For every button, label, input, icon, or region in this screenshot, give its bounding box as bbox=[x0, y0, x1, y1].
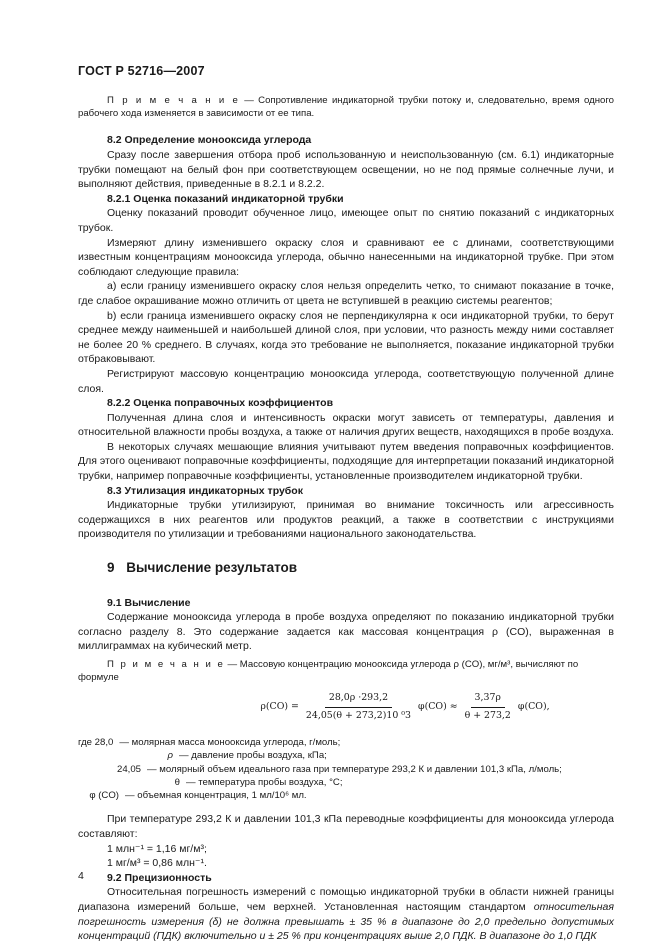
legend-description: — давление пробы воздуха, кПа; bbox=[179, 750, 327, 762]
section-8-2-2-paragraph-2: В некоторых случаях мешающие влияния учитывают путем введения поправочных коэффициентов. Для этого оценивают поправочные коэффициенты, подходящие для интерпретации показаний индикаторной трубки, например поправочные коэффициенты, установленные производителем индикаторной трубки. bbox=[78, 440, 614, 483]
legend-row bbox=[78, 789, 614, 802]
fraction-1-denominator: 24,05(θ + 273,2)10 ⁰3 bbox=[305, 709, 411, 721]
section-9-2-paragraph bbox=[78, 885, 614, 943]
legend-row bbox=[78, 749, 614, 762]
note-formula-intro bbox=[78, 658, 614, 684]
section-8-2-1-paragraph-1: Оценку показаний проводит обученное лицо, имеющее опыт по снятию показаний с индикаторных трубок. bbox=[78, 207, 614, 234]
fraction-2-denominator: θ + 273,2 bbox=[464, 709, 511, 721]
legend-row bbox=[78, 763, 614, 776]
legend-symbol: ρ bbox=[167, 750, 173, 762]
fraction-2 bbox=[461, 691, 515, 723]
note-label: П р и м е ч а н и е bbox=[107, 95, 240, 106]
legend-description: — температура пробы воздуха, °С; bbox=[186, 776, 343, 788]
section-9-1-title: 9.1 Вычисление bbox=[107, 596, 191, 609]
section-8-2-paragraph: Сразу после завершения отбора проб использованную и неиспользованную (см. 6.1) индикаторные трубки помещают на белый фон при соответствующем освещении, но не под прямые солнечные лучи, и выполняют действия, приведенные в 8.2.1 и 8.2.2. bbox=[78, 149, 614, 191]
spacer bbox=[78, 802, 614, 812]
section-9-1-paragraph: Содержание монооксида углерода в пробе воздуха определяют по показанию индикаторной трубки согласно разделу 8. Это содержание задается как массовая концентрация ρ (CO), выраженная в миллиграммах на кубический метр. bbox=[78, 611, 614, 653]
rule-item-a: а) если границу изменившего окраску слоя нельзя определить четко, то снимают показание в точке, где слабое окрашивание можно отличить от цвета не вступившей в реакцию системы реагентов; bbox=[78, 280, 614, 307]
page-content bbox=[78, 94, 614, 944]
formula-lhs: ρ(CO) = bbox=[260, 700, 299, 712]
note-label: П р и м е ч а н и е bbox=[107, 659, 225, 670]
fraction-2-numerator: 3,37ρ bbox=[471, 691, 505, 708]
precision-text: Относительная погрешность измерений с помощью индикаторной трубки в области нижней границы диапазона измерений больше, чем верхней. Установленная настоящим стандартом bbox=[78, 886, 614, 914]
rule-item-b: b) если граница изменившего окраску слоя не перпендикулярна к оси индикаторной трубки, то берут среднее между наименьшей и наибольшей длиной слоя, при условии, что разность между ними составляет не более 20 % среднего. В случаях, когда это требование не выполняется, показание индикаторной трубки отбраковывают. bbox=[78, 309, 614, 366]
standard-header: ГОСТ Р 52716—2007 bbox=[78, 64, 205, 78]
legend-symbol: где 28,0 bbox=[78, 737, 114, 748]
conversion-paragraph: При температуре 293,2 К и давлении 101,3 кПа переводные коэффициенты для монооксида углерода составляют: bbox=[78, 813, 614, 841]
section-8-2-2-title: 8.2.2 Оценка поправочных коэффициентов bbox=[107, 397, 334, 410]
section-8-2-2-paragraph-1: Полученная длина слоя и интенсивность окраски могут зависеть от температуры, давления и относительной влажности пробы воздуха, а также от наличия других веществ, находящихся в пробе воздуха. bbox=[78, 411, 614, 439]
fraction-1 bbox=[302, 691, 415, 723]
page-number: 4 bbox=[78, 870, 84, 882]
legend-symbol: φ (CO) bbox=[89, 790, 119, 802]
conversion-equation-1: 1 млн⁻¹ = 1,16 мг/м³; bbox=[107, 842, 207, 855]
legend-description: — молярный объем идеального газа при температуре 293,2 К и давлении 101,3 кПа, л/моль; bbox=[147, 763, 562, 775]
formula-tail: φ(CO), bbox=[517, 700, 550, 712]
section-8-2-1-title: 8.2.1 Оценка показаний индикаторной трубки bbox=[107, 192, 344, 205]
section-8-2-1-paragraph-2: Измеряют длину изменившего окраску слоя и сравнивают ее с длинами, соответствующими известным концентрациям монооксида углерода, обычно нанесенными на индикаторной трубке. При этом соблюдают следующие правила: bbox=[78, 236, 614, 278]
formula-middle: φ(CO) ≈ bbox=[418, 700, 458, 712]
legend-symbol: θ bbox=[174, 776, 180, 788]
conversion-equation-2: 1 мг/м³ = 0,86 млн⁻¹. bbox=[107, 857, 207, 870]
legend-description: — объемная концентрация, 1 мл/10⁶ мл. bbox=[125, 790, 307, 802]
section-8-2-title: 8.2 Определение монооксида углерода bbox=[107, 134, 312, 147]
fraction-1-numerator: 28,0ρ ·293,2 bbox=[325, 691, 392, 708]
formula-legend bbox=[78, 736, 614, 802]
section-8-3-paragraph: Индикаторные трубки утилизируют, принимая во внимание токсичность или агрессивность содержащихся в них реагентов или продуктов реакций, а также в соответствии с инструкциями производителя по утилизации и требованиями национального законодательства. bbox=[78, 499, 614, 541]
legend-row bbox=[78, 776, 614, 789]
legend-description: — молярная масса монооксида углерода, г/моль; bbox=[119, 737, 341, 748]
section-9-2-title: 9.2 Прецизионность bbox=[107, 871, 212, 884]
concentration-formula bbox=[196, 688, 614, 726]
section-9-title: Вычисление результатов bbox=[126, 560, 298, 576]
section-9-number: 9 bbox=[107, 560, 115, 576]
note-tube-resistance bbox=[78, 94, 614, 120]
note-text: — Сопротивление индикаторной трубки потоку и, следовательно, время одного рабочего хода изменяется в зависимости от ее типа. bbox=[78, 95, 615, 120]
legend-row bbox=[78, 736, 614, 749]
section-9-heading bbox=[78, 561, 614, 576]
precision-text-emphasis: относительная погрешность измерения (δ) не должна превышать ± 35 % в диапазоне до 2,0 предельно допустимых концентраций (ПДК) включительно и ± 25 % при концентрациях выше 2,0 ПДК. В диапазоне до 1,0 ПДК bbox=[78, 901, 614, 943]
note-text: — Массовую концентрацию монооксида углерода ρ (CO), мг/м³, вычисляют по формуле bbox=[78, 659, 579, 683]
section-8-2-1-paragraph-3: Регистрируют массовую концентрацию монооксида углерода, соответствующую полученной длине слоя. bbox=[78, 367, 614, 395]
section-8-3-title: 8.3 Утилизация индикаторных трубок bbox=[107, 484, 303, 497]
legend-symbol: 24,05 bbox=[116, 763, 141, 775]
